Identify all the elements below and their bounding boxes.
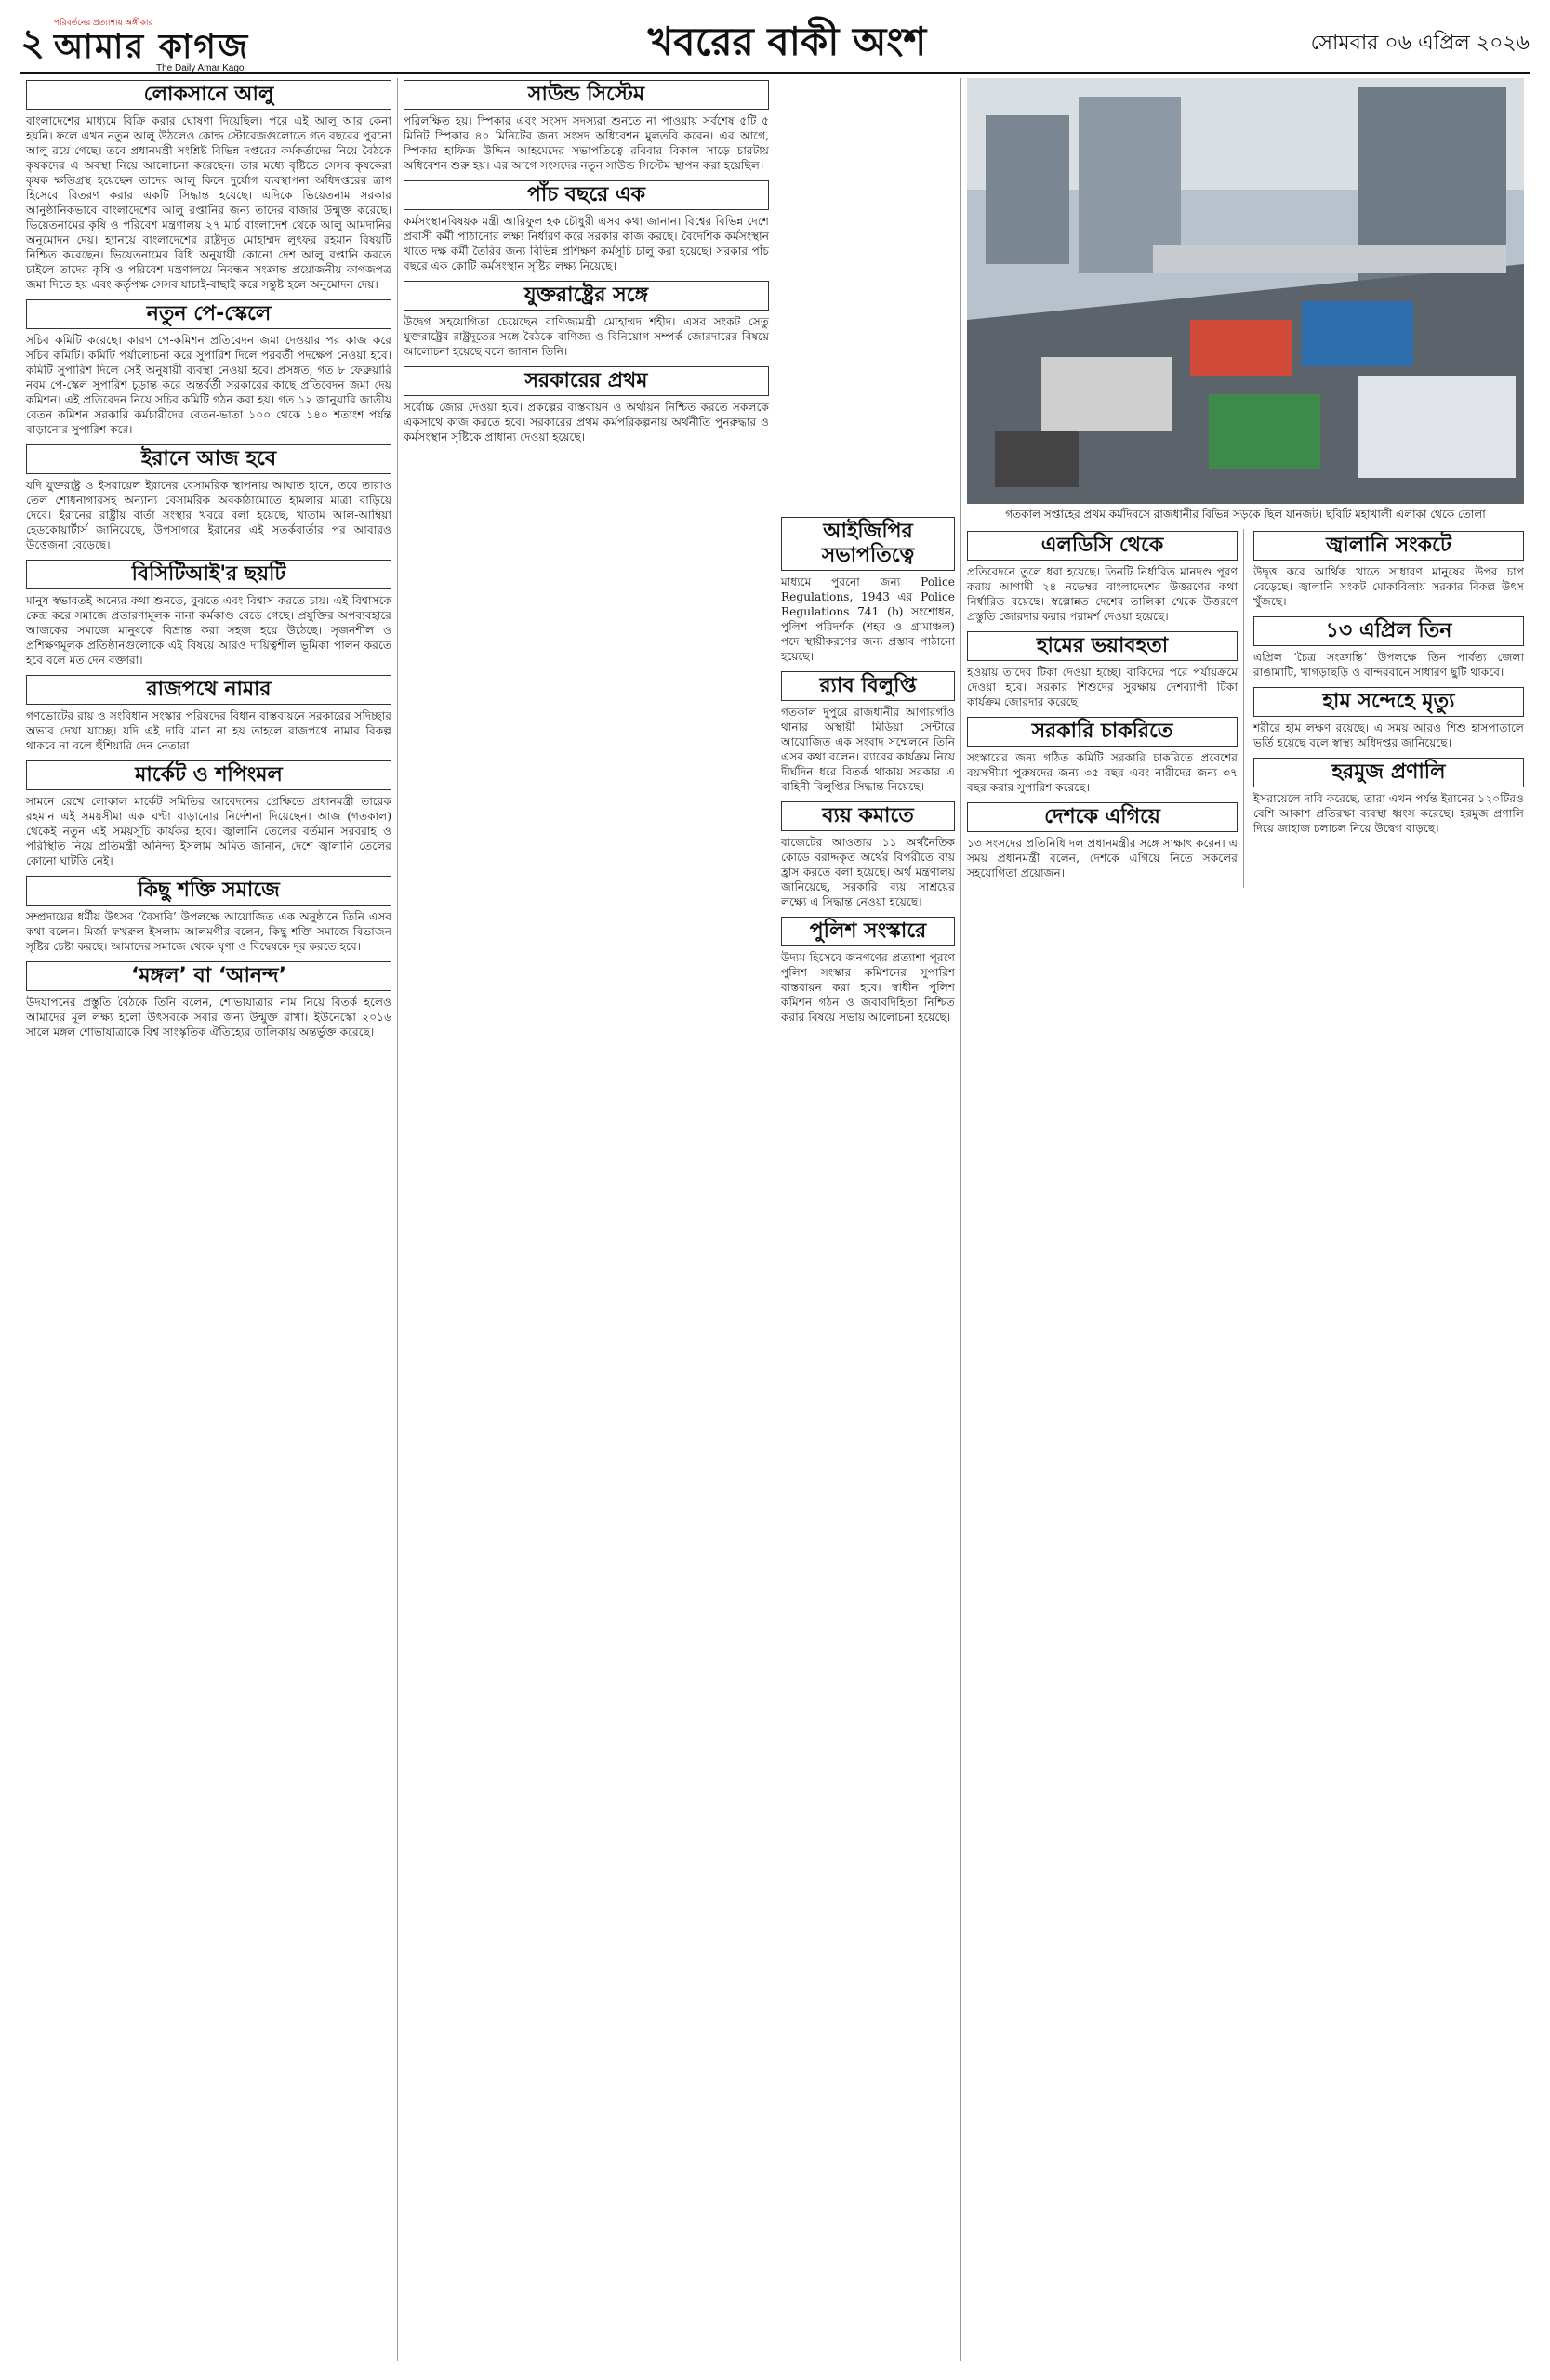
article <box>26 299 395 437</box>
newspaper-logo <box>54 16 286 73</box>
article-headline: র‍্যাব বিলুপ্তি <box>781 671 955 701</box>
article-headline: হাম সন্দেহে মৃত্যু <box>1253 687 1524 717</box>
article-body: উদ্বেগ সহযোগিতা চেয়েছেন বাণিজ্যমন্ত্রী মোহাম্মদ শহীদ। এসব সংকট সেতু যুক্তরাষ্ট্রের রাষ্ট্রদূতের সঙ্গে বৈঠকে বাণিজ্য ও বিনিয়োগ সম্পর্ক জোরদারের বিষয়ে আলোচনা হয়েছে বলে জানান তিনি। <box>404 315 773 358</box>
article-body: গতকাল দুপুরে রাজধানীর আগারগাঁও থানার অস্থায়ী মিডিয়া সেন্টারে আয়োজিত এক সংবাদ সম্মেলনে তিনি এসব কথা বলেন। র‍্যাবের কার্যক্রম নিয়ে দীর্ঘদিন ধরে বিতর্ক থাকায় সরকার এ বাহিনী বিলুপ্তির সিদ্ধান্ত নিয়েছে। <box>781 706 959 793</box>
article <box>1253 616 1528 680</box>
article <box>1253 531 1528 609</box>
logo-name: আমার কাগজ <box>54 26 250 66</box>
article-headline: রাজপথে নামার <box>26 675 391 705</box>
article-headline: ‘মঙ্গল’ বা ‘আনন্দ’ <box>26 961 391 991</box>
article-headline: ব্যয় কমাতে <box>781 801 955 831</box>
article-headline: সরকারি চাকরিতে <box>967 717 1238 747</box>
column-2 <box>398 78 775 2361</box>
article <box>781 801 959 909</box>
article-body: কর্মসংস্থানবিষয়ক মন্ত্রী আরিফুল হক চৌধুরী এসব কথা জানান। বিশ্বের বিভিন্ন দেশে প্রবাসী কর্মী পাঠানোর লক্ষ্য নির্ধারণ করে সরকার কাজ করছে। বৈদেশিক কর্মসংস্থান খাতে দক্ষ কর্মী তৈরির জন্য বিভিন্ন প্রশিক্ষণ কর্মসূচি চালু করা হয়েছে। সরকার পাঁচ বছরে এক কোটি কর্মসংস্থান সৃষ্টির লক্ষ্য নিয়েছে। <box>404 215 773 272</box>
article <box>967 631 1241 709</box>
article-body: সম্প্রদায়ের ধর্মীয় উৎসব ‘বৈসাবি’ উপলক্ষে আয়োজিত এক অনুষ্ঠানে তিনি এসব কথা বলেন। মির্জা ফখরুল ইসলাম আলমগীর বলেন, কিছু শক্তি সমাজে বিভাজন সৃষ্টির চেষ্টা করছে। আমাদের সমাজে থেকে ঘৃণা ও বিদ্বেষকে দূর করতে হবে। <box>26 910 395 953</box>
article <box>781 517 959 664</box>
article <box>404 281 773 359</box>
article <box>26 444 395 552</box>
article-body: ১৩ সংসদের প্রতিনিধি দল প্রধানমন্ত্রীর সঙ্গে সাক্ষাৎ করেন। এ সময় প্রধানমন্ত্রী বলেন, দেশকে এগিয়ে নিতে সকলের সহযোগিতা প্রয়োজন। <box>967 837 1241 879</box>
article <box>26 760 395 868</box>
article <box>26 560 395 668</box>
article-body: সচিব কমিটি করেছে। কারণ পে-কমিশন প্রতিবেদন জমা দেওয়ার পর কাজ করে সচিব কমিটি। কমিটি পর্যালোচনা করে সুপারিশ দিলে পরবর্তী পদক্ষেপ নেওয়া হবে। কমিটি সুপারিশ দিলে সেই অনুযায়ী ব্যবস্থা নেওয়া হবে। প্রসঙ্গত, গত ৮ ফেব্রুয়ারি নবম পে-স্কেল সুপারিশ চূড়ান্ত করে অন্তর্বর্তী সরকারের কাছে প্রতিবেদন জমা দেয় কমিশন। এই প্রতিবেদন নিয়ে সচিব কমিটি গঠন করা হয়। গত ১২ জানুয়ারি জাতীয় বেতন কমিশন সরকারি কর্মচারীদের বেতন-ভাতা ১০০ থেকে ১৪০ শতাংশ পর্যন্ত বাড়ানোর সুপারিশ করে। <box>26 334 395 436</box>
article-headline: লোকসানে আলু <box>26 80 391 110</box>
article <box>404 366 773 444</box>
column-4b <box>1253 529 1528 888</box>
article-body: সংস্কারের জন্য গঠিত কমিটি সরকারি চাকরিতে প্রবেশের বয়সসীমা পুরুষদের জন্য ৩৫ বছর এবং নারীদের জন্য ৩৭ বছর করার সুপারিশ করেছে। <box>967 751 1241 794</box>
column-3 <box>775 78 961 2361</box>
logo-english: The Daily Amar Kagoj <box>156 62 246 73</box>
article-body: মানুষ স্বভাবতই অন্যের কথা শুনতে, বুঝতে এবং বিশ্বাস করতে চায়। এই বিশ্বাসকে কেন্দ্র করে সমাজে প্রতারণামূলক নানা কর্মকাণ্ড বেড়ে গেছে। প্রযুক্তির অপব্যবহারে আজকের সমাজে মানুষকে বিভ্রান্ত করা সহজ হয়ে উঠেছে। সৃজনশীল ও প্রশিক্ষণমূলক প্রতিষ্ঠানগুলোকে এই বিষয়ে আরও দায়িত্বশীল ভূমিকা পালন করতে হবে বলে মত দেন বক্তারা। <box>26 594 395 667</box>
article <box>1253 758 1528 836</box>
article-headline: ইরানে আজ হবে <box>26 444 391 474</box>
article-headline: দেশকে এগিয়ে <box>967 802 1238 832</box>
article-headline: হামের ভয়াবহতা <box>967 631 1238 661</box>
article <box>404 180 773 273</box>
article-headline: পাঁচ বছরে এক <box>404 180 769 210</box>
article-body: বাজেটের আওতায় ১১ অর্থনৈতিক কোডে বরাদ্দকৃত অর্থের বিপরীতে ব্যয় হ্রাস করতে বলা হয়েছে। অর্থ মন্ত্রণালয় জানিয়েছে, সরকারি ব্যয় সাশ্রয়ের লক্ষ্যে এ সিদ্ধান্ত নেওয়া হয়েছে। <box>781 836 959 908</box>
article-headline: কিছু শক্তি সমাজে <box>26 876 391 906</box>
article-headline: সাউন্ড সিস্টেম <box>404 80 769 110</box>
column-1 <box>20 78 398 2361</box>
article <box>26 80 395 292</box>
article <box>967 531 1241 624</box>
masthead <box>20 17 1530 74</box>
article-body: গণভোটের রায় ও সংবিধান সংস্কার পরিষদের বিধান বাস্তবায়নে সরকারের সদিচ্ছার অভাব দেখা যাচ্ছে। যদি এই দাবি মানা না হয় তাহলে রাজপথে নামার বিকল্প থাকবে না বলে হুঁশিয়ারি দেন নেতারা। <box>26 709 395 752</box>
article-body: সামনে রেখে লোকাল মার্কেট সমিতির আবেদনের প্রেক্ষিতে প্রধানমন্ত্রী তারেক রহমান এই সময়সীমা এক ঘণ্টা বাড়ানোর নির্দেশনা দিয়েছেন। আজ (গতকাল) থেকেই নতুন এই সময়সূচি কার্যকর হবে। জ্বালানি তেলের বর্তমান সরবরাহ ও পরিস্থিতি নিয়ে প্রতিমন্ত্রী অনিন্দ্য ইসলাম অমিত জানান, দেশে জ্বালানি তেলের কোনো ঘাটতি নেই। <box>26 795 395 867</box>
article <box>781 671 959 794</box>
article <box>26 876 395 954</box>
column-4a <box>967 529 1244 888</box>
article <box>26 961 395 1039</box>
article-body: উদ্বৃত্ত করে আর্থিক খাতে সাধারণ মানুষের উপর চাপ বেড়েছে। জ্বালানি সংকট মোকাবিলায় সরকার বিকল্প উৎস খুঁজছে। <box>1253 565 1528 608</box>
article-headline: ১৩ এপ্রিল তিন <box>1253 616 1524 646</box>
article-body: প্রতিবেদনে তুলে ধরা হয়েছে। তিনটি নির্ধারিত মানদণ্ড পূরণ করায় আগামী ২৪ নভেম্বর বাংলাদেশের উত্তরণের কথা নির্ধারিত রয়েছে। স্বল্পোন্নত দেশের তালিকা থেকে উত্তরণে প্রস্তুতি জোরদার করার পরামর্শ দেওয়া হয়েছে। <box>967 565 1241 623</box>
article-body: হওয়ায় তাদের টিকা দেওয়া হচ্ছে। বাকিদের পরে পর্যায়ক্রমে দেওয়া হবে। সরকার শিশুদের সুরক্ষায় দেশব্যাপী টিকা কার্যক্রম জোরদার করেছে। <box>967 666 1241 708</box>
issue-date: সোমবার ০৬ এপ্রিল ২০২৬ <box>1310 32 1530 55</box>
article-headline: সরকারের প্রথম <box>404 366 769 396</box>
article-headline: আইজিপির সভাপতিত্বে <box>781 517 955 571</box>
column-4-split <box>967 529 1528 888</box>
article <box>26 675 395 753</box>
spacer <box>781 78 955 515</box>
article-headline: পুলিশ সংস্কারে <box>781 917 955 946</box>
article <box>1253 687 1528 750</box>
article-body: উদযাপনের প্রস্তুতি বৈঠকে তিনি বলেন, শোভাযাত্রার নাম নিয়ে বিতর্ক হলেও আমাদের মূল লক্ষ্য হলো উৎসবকে সবার জন্য উন্মুক্ত রাখা। ইউনেস্কো ২০১৬ সালে মঙ্গল শোভাযাত্রাকে বিশ্ব সাংস্কৃতিক ঐতিহ্যের তালিকায় অন্তর্ভুক্ত করেছে। <box>26 996 395 1038</box>
article <box>967 802 1241 880</box>
article-body: পরিলক্ষিত হয়। স্পিকার এবং সংসদ সদস্যরা শুনতে না পাওয়ায় সর্বশেষ ৫টি ৫ মিনিট স্পিকার ৪০ মিনিটের জন্য সংসদ অধিবেশন মুলতবি করেন। এর আগে, স্পিকার হাফিজ উদ্দিন আহমেদের সভাপতিত্বে রবিবার বিকাল সাড়ে চারটায় অধিবেশন শুরু হয়। এর আগে সংসদের নতুন সাউন্ড সিস্টেম স্থাপন করা হয়েছিল। <box>404 114 773 172</box>
article-body: উদ্যম হিসেবে জনগণের প্রত্যাশা পূরণে পুলিশ সংস্কার কমিশনের সুপারিশ বাস্তবায়ন করা হবে। স্বাধীন পুলিশ কমিশন গঠন ও জবাবদিহিতা নিশ্চিত করার বিষয়ে সভায় আলোচনা হয়েছে। <box>781 951 959 1024</box>
traffic-photo-illustration <box>967 78 1524 504</box>
article-body: ইসরায়েলে দাবি করেছে, তারা এখন পর্যন্ত ইরানের ১২০টিরও বেশি আকাশ প্রতিরক্ষা ব্যবস্থা ধ্বংস করেছে। হরমুজ প্রণালি দিয়ে জাহাজ চলাচল নিয়ে উদ্বেগ বাড়ছে। <box>1253 792 1528 835</box>
article-headline: নতুন পে-স্কেলে <box>26 299 391 329</box>
article <box>781 917 959 1025</box>
logo-tagline: পরিবর্তনের প্রত্যাশায় অঙ্গীকার <box>54 17 153 27</box>
photo-caption: গতকাল সপ্তাহের প্রথম কর্মদিবসে রাজধানীর বিভিন্ন সড়কে ছিল যানজট। ছবিটি মহাখালী এলাকা থেকে তোলা <box>1005 508 1486 521</box>
article-body: যদি যুক্তরাষ্ট্র ও ইসরায়েল ইরানের বেসামরিক স্থাপনায় আঘাত হানে, তবে তারাও তেল শোধনাগারসহ অন্যান্য বেসামরিক অবকাঠামোতে হামলার মাত্রা বাড়িয়ে দেবে। ইরানের রাষ্ট্রীয় বার্তা সংস্থার খবরে বলা হয়েছে, খাতাম আল-আম্বিয়া হেডকোয়ার্টার্স জানিয়েছে, উপসাগরে ইরানের এই সতর্কবার্তার পর আবারও উত্তেজনা বেড়েছে। <box>26 479 395 551</box>
article-headline: যুক্তরাষ্ট্রের সঙ্গে <box>404 281 769 311</box>
article-headline: এলডিসি থেকে <box>967 531 1238 561</box>
page-number: ২ <box>20 20 46 64</box>
article-headline: হরমুজ প্রণালি <box>1253 758 1524 787</box>
column-4 <box>961 78 1530 2361</box>
article-body: মাধ্যমে পুরনো জন্য Police Regulations, 1943 এর Police Regulations 741 (b) সংশোধন, পুলিশ পরিদর্শক (শহর ও গ্রামাঞ্চল) পদে স্থায়ীকরণের জন্য প্রস্তাব পাঠানো হয়েছে। <box>781 575 959 663</box>
article-body: সর্বোচ্চ জোর দেওয়া হবে। প্রকল্পের বাস্তবায়ন ও অর্থায়ন নিশ্চিত করতে সকলকে একসাথে কাজ করতে হবে। সরকারের প্রথম কর্মপরিকল্পনায় অর্থনীতি পুনরুদ্ধার ও কর্মসংস্থান সৃষ্টিকে প্রাধান্য দেওয়া হয়েছে। <box>404 401 773 443</box>
article <box>404 80 773 173</box>
article-headline: জ্বালানি সংকটে <box>1253 531 1524 561</box>
article-headline: বিসিটিআই'র ছয়টি <box>26 560 391 589</box>
article-headline: মার্কেট ও শপিংমল <box>26 760 391 790</box>
article-body: বাংলাদেশের মাধ্যমে বিক্রি করার ঘোষণা দিয়েছিল। পরে এই আলু আর কেনা হয়নি। ফলে এখন নতুন আলু উঠলেও কোল্ড স্টোরেজগুলোতে গত বছরের পুরনো আলু রয়ে গেছে। তবে প্রধানমন্ত্রী সংশ্লিষ্ট বিভিন্ন দপ্তরের কর্মকর্তাদের নিয়ে বৈঠকে কৃষকদের এ অবস্থা নিয়ে আলোচনা করেছেন। তার মধ্যে বৃষ্টিতে সেসব কৃষকেরা কৃষক ক্ষতিগ্রস্থ হয়েছেন তাদের আলু কিনে দুর্যোগ ব্যবস্থাপনা অধিদপ্তরের ত্রাণ হিসেবে বিতরণ করার একটি সিদ্ধান্ত হয়েছে। এদিকে ভিয়েতনাম সরকার আনুষ্ঠানিকভাবে বাংলাদেশের আলু রপ্তানির জন্য তাদের বাজার উন্মুক্ত করেছে। ভিয়েতনামের কৃষি ও পরিবেশ মন্ত্রণালয় ২৭ মার্চ বাংলাদেশ থেকে আলু আমদানির অনুমোদন দেয়। হ্যানয়ে বাংলাদেশের রাষ্ট্রদূত মোহাম্মদ লুৎফর রহমান বিষয়টি নিশ্চিত করেছেন। ভিয়েতনামের বিধি অনুযায়ী কোনো দেশ আলু রপ্তানি করতে চাইলে তাদের কৃষি ও পরিবেশ মন্ত্রণালয়ে নিবন্ধন সংক্রান্ত প্রয়োজনীয় কাগজপত্র জমা দিতে হয় এবং কর্তৃপক্ষ সেসব যাচাই-বাছাই করে সন্তুষ্ট হলে অনুমোদন দেয়। <box>26 114 395 291</box>
article <box>967 717 1241 795</box>
article-body: এপ্রিল ‘চৈত্র সংক্রান্তি’ উপলক্ষে তিন পার্বত্য জেলা রাঙামাটি, খাগড়াছড়ি ও বান্দরবানে সাধারণ ছুটি থাকবে। <box>1253 651 1528 679</box>
traffic-photo <box>967 78 1524 504</box>
article-body: শরীরে হাম লক্ষণ রয়েছে। এ সময় আরও শিশু হাসপাতালে ভর্তি হয়েছে বলে স্বাস্থ্য অধিদপ্তর জানিয়েছে। <box>1253 721 1528 749</box>
article-columns <box>20 78 1530 2361</box>
section-title: খবরের বাকী অংশ <box>647 19 927 64</box>
